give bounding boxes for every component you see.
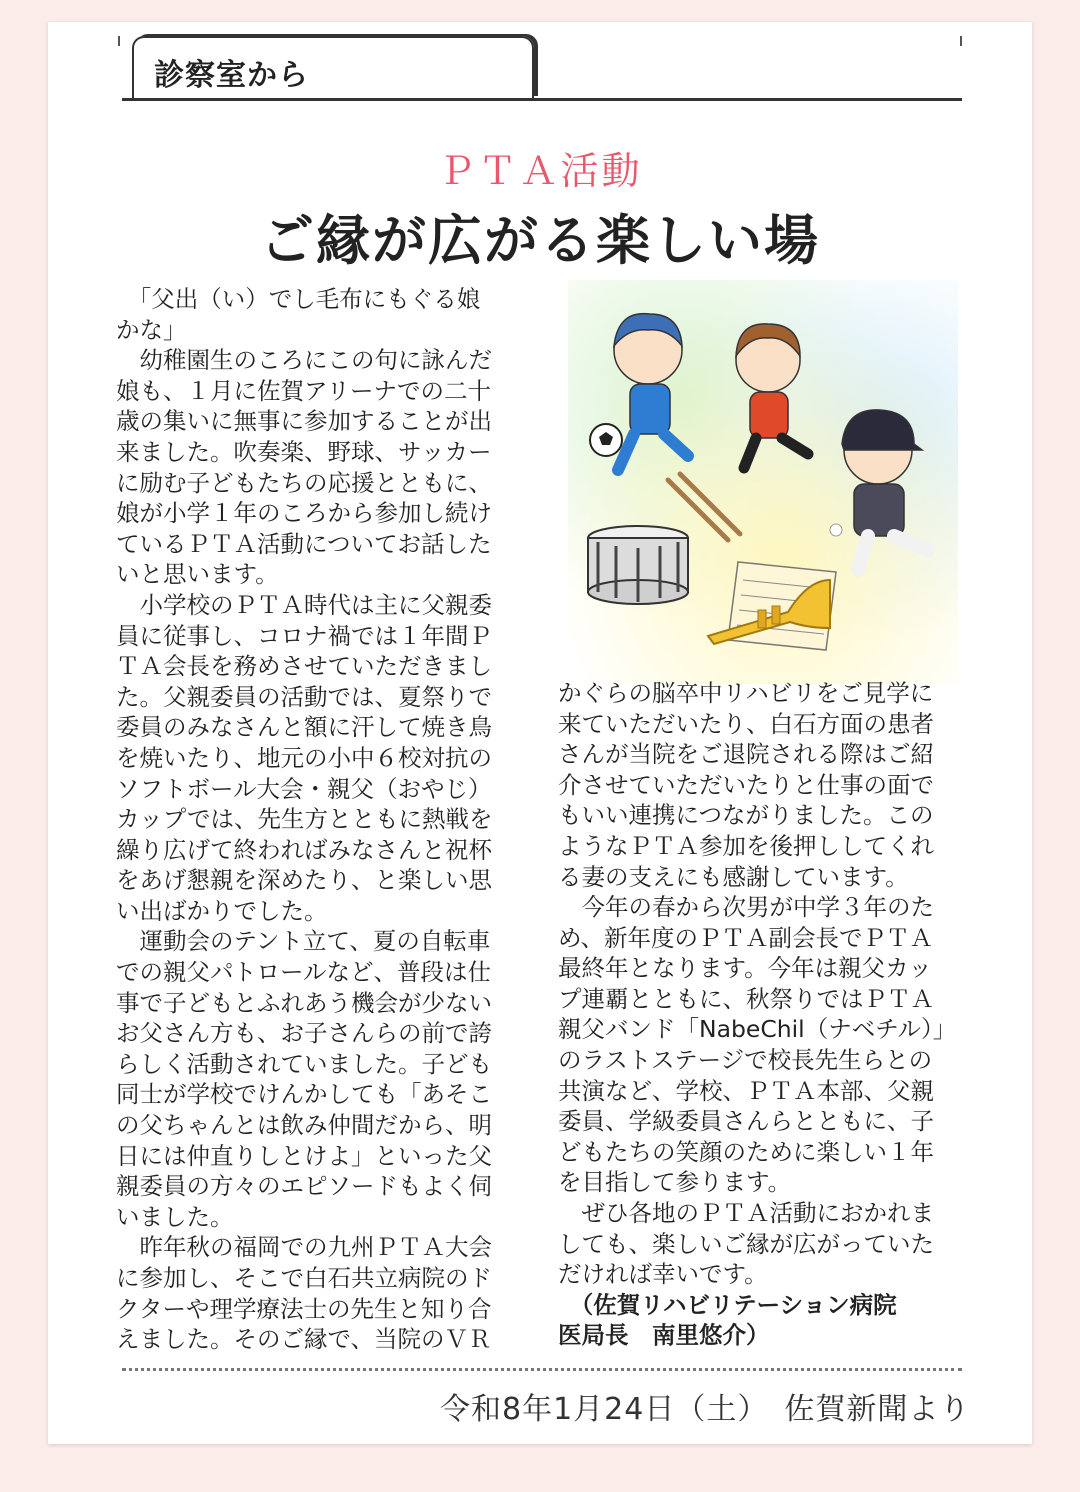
article-text-line: 娘も、１月に佐賀アリーナでの二十 xyxy=(116,376,492,405)
article-text-line: プ連覇とともに、秋祭りではＰＴＡ xyxy=(558,984,934,1013)
article-text-line: 娘が小学１年のころから参加し続け xyxy=(116,499,492,528)
article-text-line: 事で子どもとふれあう機会が少ない xyxy=(116,988,492,1017)
article-text-line: 歳の集いに無事に参加することが出 xyxy=(116,407,492,436)
article-text-line: 最終年となります。今年は親父カッ xyxy=(558,954,932,983)
article-text-line: る妻の支えにも感謝しています。 xyxy=(558,862,909,891)
soccer-ball-icon xyxy=(590,424,622,456)
article-text-line: 来ました。吹奏楽、野球、サッカー xyxy=(116,437,492,466)
newspaper-clipping xyxy=(48,22,1032,1444)
article-text-line: 委員のみなさんと額に汗して焼き鳥 xyxy=(116,713,492,742)
article-text-line: だければ幸いです。 xyxy=(558,1260,768,1289)
article-text-line: カップでは、先生方とともに熱戦を xyxy=(116,805,493,834)
article-text-line: のラストステージで校長先生らとの xyxy=(558,1045,933,1074)
section-tab xyxy=(132,36,534,98)
header-rule xyxy=(122,98,962,101)
article-text-line: た。父親委員の活動では、夏祭りで xyxy=(116,682,492,711)
article-text-line: かな」 xyxy=(116,315,187,344)
article-text-line: 幼稚園生のころにこの句に詠んだ xyxy=(116,346,492,375)
article-kicker: ＰＴＡ活動 xyxy=(437,149,643,193)
source-line: 令和8年1月24日（土） 佐賀新聞より xyxy=(440,1392,971,1427)
footer-dotted-rule xyxy=(122,1368,962,1371)
article-text-line: ＴＡ会長を務めさせていただきまし xyxy=(116,652,492,681)
article-text-line: しても、楽しいご縁が広がっていた xyxy=(558,1229,934,1258)
article-text-line: クターや理学療法士の先生と知り合 xyxy=(116,1294,492,1323)
article-text-line: 繰り広げて終わればみなさんと祝杯 xyxy=(116,835,492,864)
article-text-line: の父ちゃんとは飲み仲間だから、明 xyxy=(116,1111,492,1140)
article-text-line: ているＰＴＡ活動についてお話した xyxy=(116,529,492,558)
article-text-line: を焼いたり、地元の小中６校対抗の xyxy=(116,743,492,772)
article-text-line: 小学校のＰＴＡ時代は主に父親委 xyxy=(116,590,492,619)
article-headline: ご縁が広がる楽しい場 xyxy=(260,208,820,272)
article-text-line: 親父バンド「NabeChil（ナベチル）」 xyxy=(558,1015,957,1044)
article-text-line: め、新年度のＰＴＡ副会長でＰＴＡ xyxy=(558,923,934,952)
article-column-right-top xyxy=(558,678,968,892)
article-text-line: 員に従事し、コロナ禍では１年間Ｐ xyxy=(116,621,492,650)
author-credit: 医局長 南里悠介） xyxy=(558,1321,770,1350)
article-text-line: かぐらの脳卒中リハビリをご見学に xyxy=(558,679,934,707)
article-text-line: での親父パトロールなど、普段は仕 xyxy=(116,958,492,987)
article-text-line: 親委員の方々のエピソードもよく伺 xyxy=(116,1172,492,1201)
article-text-line: お父さん方も、お子さんらの前で誇 xyxy=(116,1019,492,1048)
article-text-line: 来ていただいたり、白石方面の患者 xyxy=(558,709,934,738)
article-text-line: を目指して参ります。 xyxy=(558,1168,792,1197)
article-text-line: 「父出（い）でし毛布にもぐる娘 xyxy=(116,285,481,313)
article-text-line: 今年の春から次男が中学３年のた xyxy=(558,893,934,921)
article-text-line: ぜひ各地のＰＴＡ活動におかれま xyxy=(558,1198,934,1227)
article-text-line: えました。そのご縁で、当院のＶＲ xyxy=(116,1325,492,1354)
article-text-line: をあげ懇親を深めたり、と楽しい思 xyxy=(116,866,492,895)
article-column-left xyxy=(116,284,526,1355)
author-credit: （佐賀リハビリテーション病院 xyxy=(558,1290,897,1319)
article-text-line: 同士が学校でけんかしても「あそこ xyxy=(116,1080,492,1109)
article-text-line: さんが当院をご退院される際はご紹 xyxy=(558,740,934,769)
article-text-line: どもたちの笑顔のために楽しい１年 xyxy=(558,1137,934,1166)
article-text-line: ようなＰＴＡ参加を後押ししてくれ xyxy=(558,831,934,860)
article-text-line: もいい連携につながりました。この xyxy=(558,801,934,830)
article-text-line: いました。 xyxy=(116,1202,234,1231)
article-text-line: に励む子どもたちの応援とともに、 xyxy=(116,468,492,497)
article-column-right-bottom xyxy=(558,892,968,1351)
article-text-line: ソフトボール大会・親父（おやじ） xyxy=(116,774,492,803)
article-text-line: らしく活動されていました。子ども xyxy=(116,1049,492,1078)
article-text-line: いと思います。 xyxy=(116,560,279,589)
article-illustration xyxy=(568,280,958,684)
section-label: 診察室から xyxy=(154,58,309,93)
article-text-line: に参加し、そこで白石共立病院のド xyxy=(116,1264,492,1292)
crop-mark-right xyxy=(960,36,962,46)
article-text-line: 日には仲直りしとけよ」といった父 xyxy=(116,1141,492,1170)
article-text-line: 運動会のテント立て、夏の自転車 xyxy=(116,927,491,956)
article-text-line: い出ばかりでした。 xyxy=(116,896,328,925)
article-text-line: 委員、学級委員さんらとともに、子 xyxy=(558,1107,934,1136)
crop-mark-left xyxy=(118,36,120,46)
article-text-line: 共演など、学校、ＰＴＡ本部、父親 xyxy=(558,1076,934,1105)
article-text-line: 介させていただいたりと仕事の面で xyxy=(558,770,934,799)
article-text-line: 昨年秋の福岡での九州ＰＴＡ大会 xyxy=(116,1233,492,1262)
